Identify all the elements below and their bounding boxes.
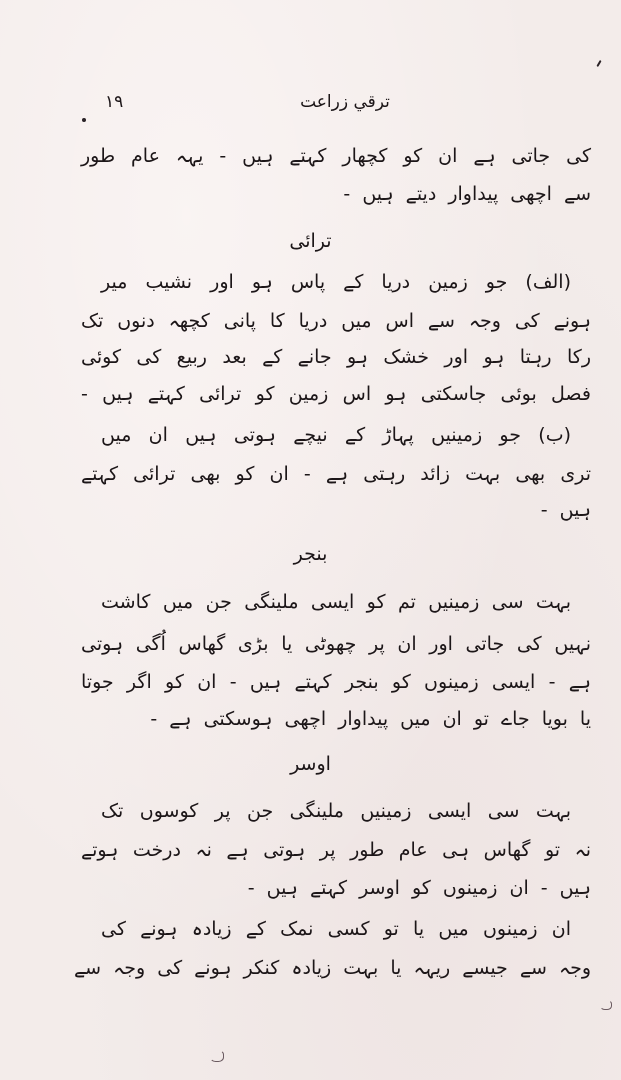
text-line: سے اچھی پیداوار دیتے ہیں - <box>343 183 591 205</box>
text-line: بہت سی زمینیں تم کو ایسی ملینگی جن میں کاشت <box>101 591 571 613</box>
text-line: رکا رہتا ہو اور خشک ہو جانے کے بعد ربیع کی کوئی <box>81 346 591 368</box>
text-line: نہ تو گھاس ہی عام طور پر ہوتی ہے نہ درخت ہوتے <box>81 839 591 861</box>
text-line: فصل بوئی جاسکتی ہو اس زمین کو ترائی کہتے ہیں - <box>81 383 591 405</box>
text-line: یا بویا جاے تو ان میں پیداوار اچھی ہوسکتی ہے - <box>150 708 591 730</box>
text-line: بہت سی ایسی زمینیں ملینگی جن پر کوسوں تک <box>101 800 571 822</box>
text-line: ہونے کی وجہ سے اس میں دریا کا پانی کچھہ دنوں تک <box>81 310 591 332</box>
text-line: ہیں - <box>540 499 591 521</box>
ink-mark <box>596 60 601 67</box>
section-heading-usar: اوسر <box>290 753 331 775</box>
text-line: ہیں - ان زمینوں کو اوسر کہتے ہیں - <box>247 877 591 899</box>
ink-dot <box>82 118 86 122</box>
page-header <box>95 90 595 120</box>
text-line: ہے - ایسی زمینوں کو بنجر کہتے ہیں - ان کو اگر جوتا <box>81 671 591 693</box>
text-line: (ب) جو زمینیں پہاڑ کے نیچے ہوتی ہیں ان میں <box>101 424 571 446</box>
text-line: (الف) جو زمین دریا کے پاس ہو اور نشیب میر <box>101 271 571 293</box>
ink-smudge <box>600 1000 612 1010</box>
text-line: تری بھی بہت زائد رہتی ہے - ان کو بھی ترائی کہتے <box>81 463 591 485</box>
page-number: ۱۹ <box>105 92 124 112</box>
text-line: ان زمینوں میں یا تو کسی نمک کے زیادہ ہونے کی <box>101 918 571 940</box>
running-title: ترقي زراعت <box>300 92 390 112</box>
text-line: وجہ سے جیسے ریہہ یا بہت زیادہ کنکر ہونے کی وجہ سے <box>74 957 591 979</box>
section-heading-tarai: ترائی <box>289 230 332 252</box>
section-heading-banjar: بنجر <box>293 543 328 565</box>
ink-smudge <box>210 1050 224 1062</box>
text-line: کی جاتی ہے ان کو کچھار کہتے ہیں - یہہ عام طور <box>81 145 591 167</box>
text-line: نہیں کی جاتی اور ان پر چھوٹی یا بڑی گھاس اُگی ہوتی <box>81 633 591 655</box>
